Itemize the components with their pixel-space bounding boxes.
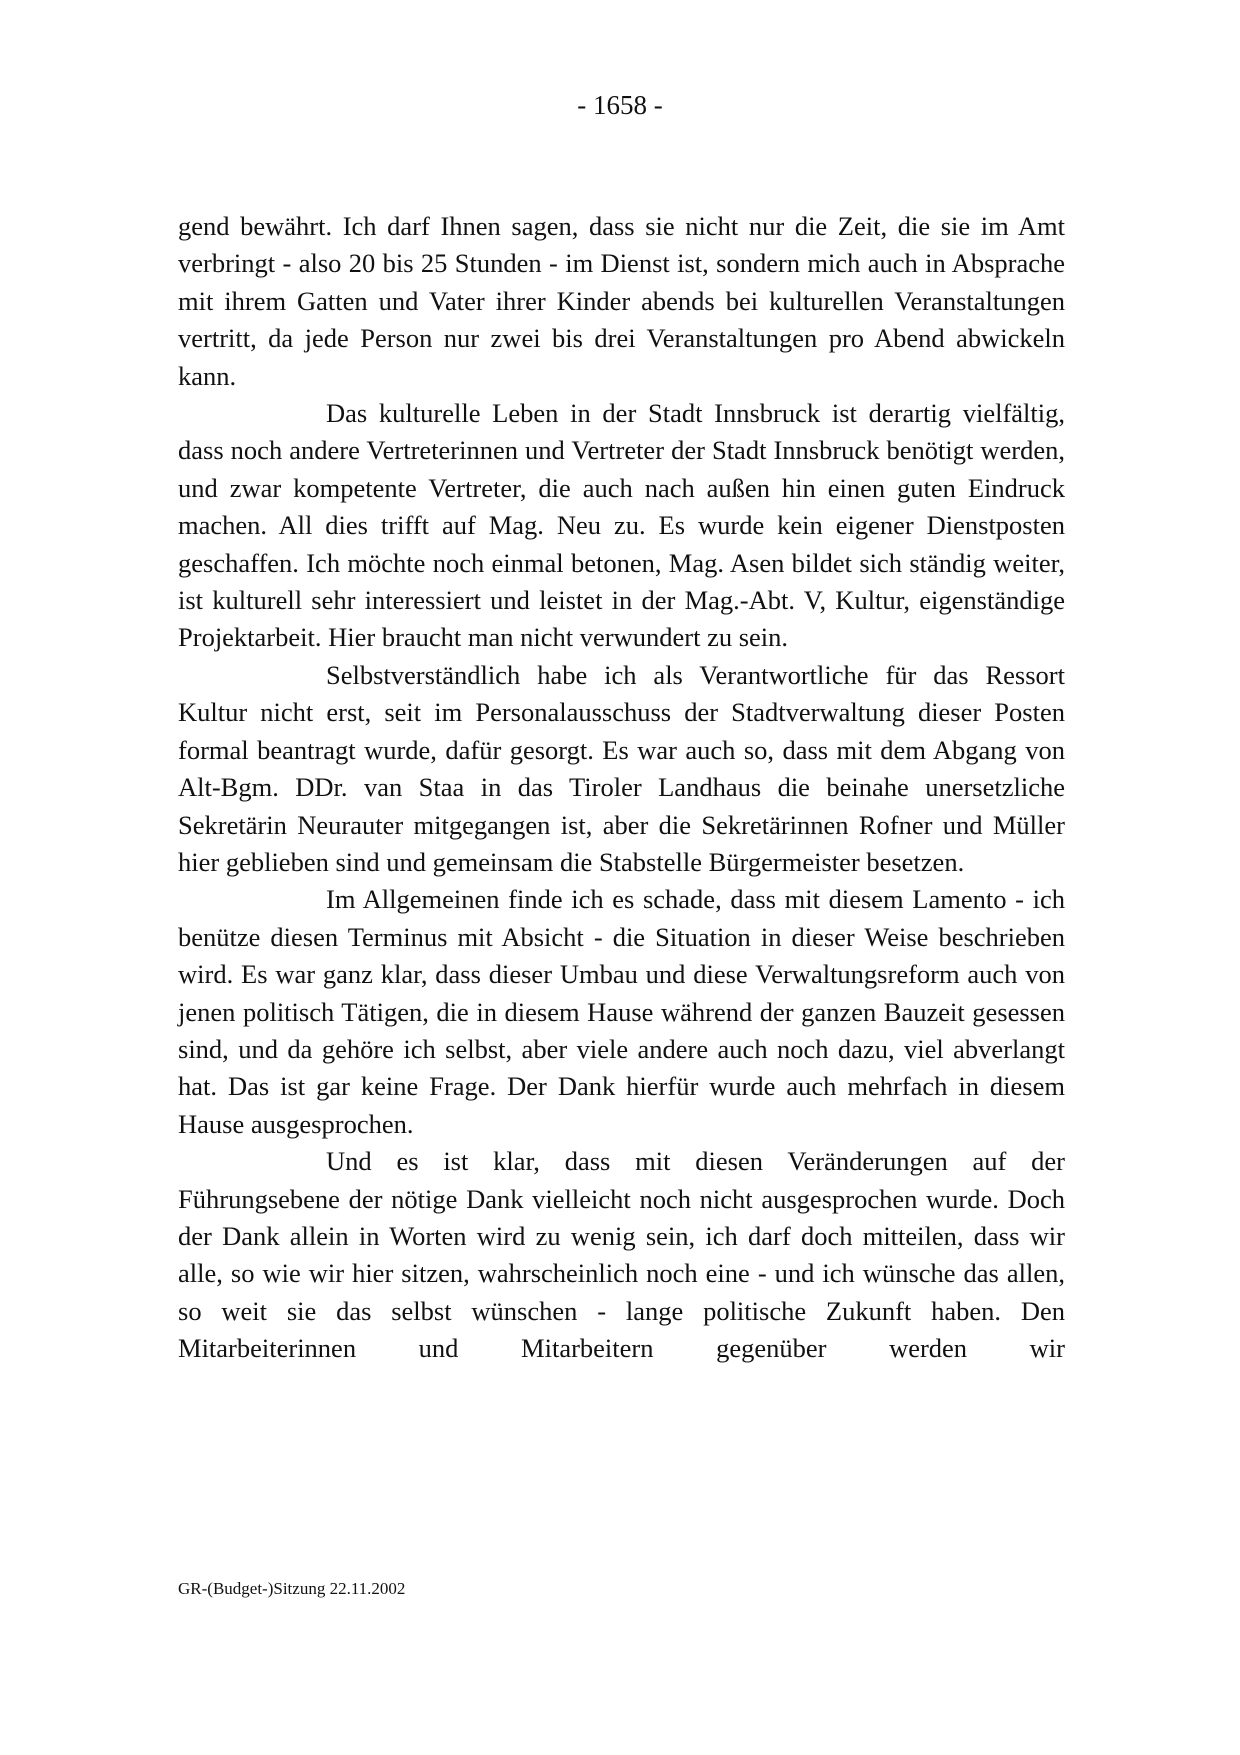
footer: GR-(Budget-)Sitzung 22.11.2002	[178, 1579, 406, 1598]
body-text	[178, 208, 1065, 1368]
page-number: - 1658 -	[577, 90, 663, 120]
paragraph-4: Im Allgemeinen finde ich es schade, dass mit diesem Lamento - ich benütze diesen Terminus mit Absicht - die Situation in dieser Weise beschrieben wird. Es war ganz klar, dass dieser Umbau und diese Verwaltungsreform auch von jenen politisch Tätigen, die in diesem Hause während der ganzen Bauzeit gesessen sind, und da gehöre ich selbst, aber viele andere auch noch dazu, viel abverlangt hat. Das ist gar keine Frage. Der Dank hierfür wurde auch mehrfach in diesem Hause ausgesprochen.	[178, 884, 1065, 1139]
paragraph-3: Selbstverständlich habe ich als Verantwortliche für das Ressort Kultur nicht erst, seit im Personalausschuss der Stadtverwaltung dieser Posten formal beantragt wurde, dafür gesorgt. Es war auch so, dass mit dem Abgang von Alt-Bgm. DDr. van Staa in das Tiroler Landhaus die beinahe unersetzliche Sekretärin Neurauter mitgegangen ist, aber die Sekretärinnen Rofner und Müller hier geblieben sind und gemeinsam die Stabstelle Bürgermeister besetzen.	[178, 659, 1065, 877]
paragraph-1: gend bewährt. Ich darf Ihnen sagen, dass sie nicht nur die Zeit, die sie im Amt verbringt - also 20 bis 25 Stunden - im Dienst ist, sondern mich auch in Absprache mit ihrem Gatten und Vater ihrer Kinder abends bei kulturellen Veranstaltungen vertritt, da jede Person nur zwei bis drei Veranstaltungen pro Abend abwickeln kann.	[178, 211, 1065, 391]
paragraph-5: Und es ist klar, dass mit diesen Veränderungen auf der Führungsebene der nötige Dank vielleicht noch nicht ausgesprochen wurde. Doch der Dank allein in Worten wird zu wenig sein, ich darf doch mitteilen, dass wir alle, so wie wir hier sitzen, wahrscheinlich noch eine - und ich wünsche das allen, so weit sie das selbst wünschen - lange politische Zukunft haben. Den Mitarbeiterinnen und Mitarbeitern gegenüber werden wir	[178, 1146, 1065, 1364]
paragraph-2: Das kulturelle Leben in der Stadt Innsbruck ist derartig vielfältig, dass noch andere Vertreterinnen und Vertreter der Stadt Innsbruck benötigt werden, und zwar kompetente Vertreter, die auch nach außen hin einen guten Eindruck machen. All dies trifft auf Mag. Neu zu. Es wurde kein eigener Dienstposten geschaffen. Ich möchte noch einmal betonen, Mag. Asen bildet sich ständig weiter, ist kulturell sehr interessiert und leistet in der Mag.-Abt. V, Kultur, eigenständige Projektarbeit. Hier braucht man nicht verwundert zu sein.	[178, 398, 1065, 653]
